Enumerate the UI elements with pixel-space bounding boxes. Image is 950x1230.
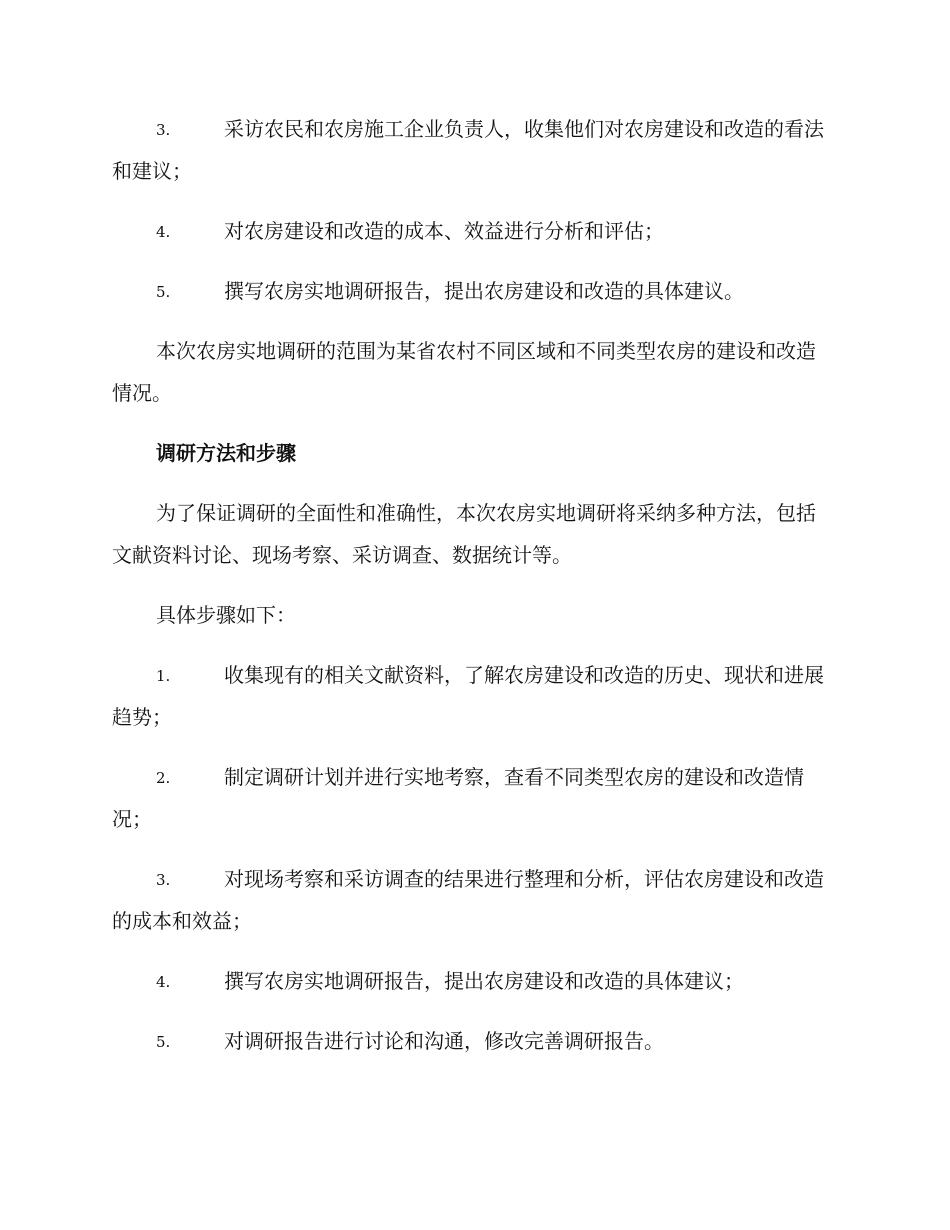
list-item (112, 210, 834, 252)
list-item (112, 756, 834, 840)
list-item (112, 108, 834, 192)
scope-paragraph: 本次农房实地调研的范围为某省农村不同区域和不同类型农房的建设和改造情况。 (112, 339, 816, 405)
list-number: 5. (156, 283, 171, 301)
list-number: 2. (156, 769, 171, 787)
steps-intro: 具体步骤如下： (156, 603, 296, 627)
list-item (112, 654, 834, 738)
list-text: 收集现有的相关文献资料，了解农房建设和改造的历史、现状和进展趋势； (112, 663, 824, 729)
list-text: 对现场考察和采访调查的结果进行整理和分析，评估农房建设和改造的成本和效益； (112, 867, 824, 933)
list-text: 撰写农房实地调研报告，提出农房建设和改造的具体建议； (224, 969, 744, 993)
list-number: 3. (156, 871, 171, 889)
list-item (112, 1020, 834, 1062)
list-text: 制定调研计划并进行实地考察，查看不同类型农房的建设和改造情况； (112, 765, 804, 831)
list-text: 对农房建设和改造的成本、效益进行分析和评估； (224, 219, 664, 243)
list-text: 撰写农房实地调研报告，提出农房建设和改造的具体建议。 (224, 279, 744, 303)
section-heading: 调研方法和步骤 (156, 441, 296, 465)
list-number: 5. (156, 1033, 171, 1051)
list-text: 对调研报告进行讨论和沟通，修改完善调研报告。 (224, 1029, 664, 1053)
list-number: 1. (156, 667, 171, 685)
methods-paragraph: 为了保证调研的全面性和准确性，本次农房实地调研将采纳多种方法，包括文献资料讨论、现场考察、采访调查、数据统计等。 (112, 501, 816, 567)
list-number: 3. (156, 121, 171, 139)
document-body (112, 108, 834, 1080)
list-text: 采访农民和农房施工企业负责人，收集他们对农房建设和改造的看法和建议； (112, 117, 824, 183)
list-item (112, 270, 834, 312)
list-number: 4. (156, 973, 171, 991)
list-number: 4. (156, 223, 171, 241)
list-item (112, 858, 834, 942)
list-item (112, 960, 834, 1002)
